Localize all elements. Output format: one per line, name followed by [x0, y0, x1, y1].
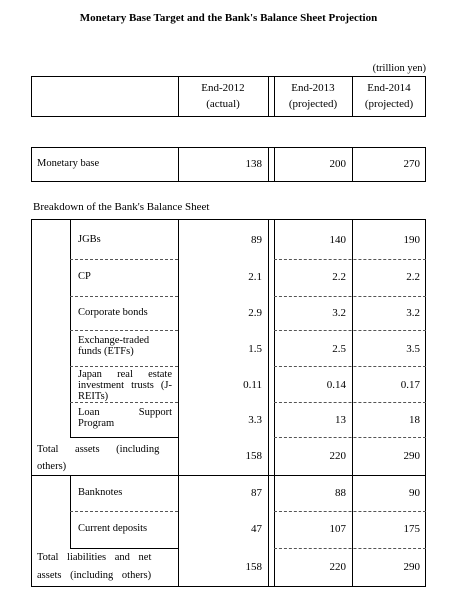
monetary-base-2013: 200 — [329, 158, 346, 170]
cp-2012: 2.1 — [248, 271, 262, 283]
current-deposits-2014: 175 — [403, 523, 420, 535]
total-liabilities-2014: 290 — [403, 561, 420, 573]
banknotes-2014: 90 — [409, 487, 420, 499]
jgbs-2014: 190 — [403, 234, 420, 246]
monetary-base-2012: 138 — [245, 158, 262, 170]
cp-2013: 2.2 — [332, 271, 346, 283]
jgbs-2013: 140 — [329, 234, 346, 246]
etfs-2013: 2.5 — [332, 343, 346, 355]
unit-label: (trillion yen) — [372, 63, 426, 74]
current-deposits-2012: 47 — [251, 523, 262, 535]
banknotes-2013: 88 — [335, 487, 346, 499]
monetary-base-label: Monetary base — [37, 158, 100, 169]
page-title: Monetary Base Target and the Bank's Balance Sheet Projection — [79, 12, 378, 24]
total-assets-2012: 158 — [245, 450, 262, 462]
row-label-banknotes: Banknotes — [78, 487, 123, 498]
row-label-jgbs: JGBs — [78, 234, 101, 245]
j-reits-2013: 0.14 — [326, 379, 346, 391]
current-deposits-2013: 107 — [329, 523, 346, 535]
total-liabilities-2013: 220 — [329, 561, 346, 573]
row-label-loan-support-program: Loan Support Program — [78, 407, 172, 429]
loan-support-2013: 13 — [335, 414, 346, 426]
total-liabilities-2012: 158 — [245, 561, 262, 573]
row-label-current-deposits: Current deposits — [78, 523, 148, 534]
column-header-end-2013: End-2013 (projected) — [288, 82, 338, 110]
loan-support-2014: 18 — [409, 414, 420, 426]
etfs-2014: 3.5 — [406, 343, 420, 355]
loan-support-2012: 3.3 — [248, 414, 262, 426]
row-label-j-reits: Japan real estate investment trusts (J-REITs) — [78, 369, 172, 402]
monetary-base-2014: 270 — [403, 158, 420, 170]
breakdown-title: Breakdown of the Bank's Balance Sheet — [33, 201, 210, 213]
row-label-corporate-bonds: Corporate bonds — [78, 307, 148, 318]
row-label-etfs: Exchange-traded funds (ETFs) — [78, 335, 150, 357]
corporate-bonds-2014: 3.2 — [406, 307, 420, 319]
row-label-total-liabilities: Total liabilities and net assets (including others) — [37, 552, 152, 581]
j-reits-2012: 0.11 — [243, 379, 262, 391]
column-header-end-2012: End-2012 (actual) — [201, 82, 245, 110]
jgbs-2012: 89 — [251, 234, 262, 246]
corporate-bonds-2012: 2.9 — [248, 307, 262, 319]
banknotes-2012: 87 — [251, 487, 262, 499]
row-label-total-assets: Total assets (including others) — [37, 444, 160, 472]
total-assets-2013: 220 — [329, 450, 346, 462]
corporate-bonds-2013: 3.2 — [332, 307, 346, 319]
total-assets-2014: 290 — [403, 450, 420, 462]
etfs-2012: 1.5 — [248, 343, 262, 355]
j-reits-2014: 0.17 — [400, 379, 420, 391]
cp-2014: 2.2 — [406, 271, 420, 283]
column-header-end-2014: End-2014 (projected) — [364, 82, 414, 110]
row-label-cp: CP — [78, 271, 91, 282]
